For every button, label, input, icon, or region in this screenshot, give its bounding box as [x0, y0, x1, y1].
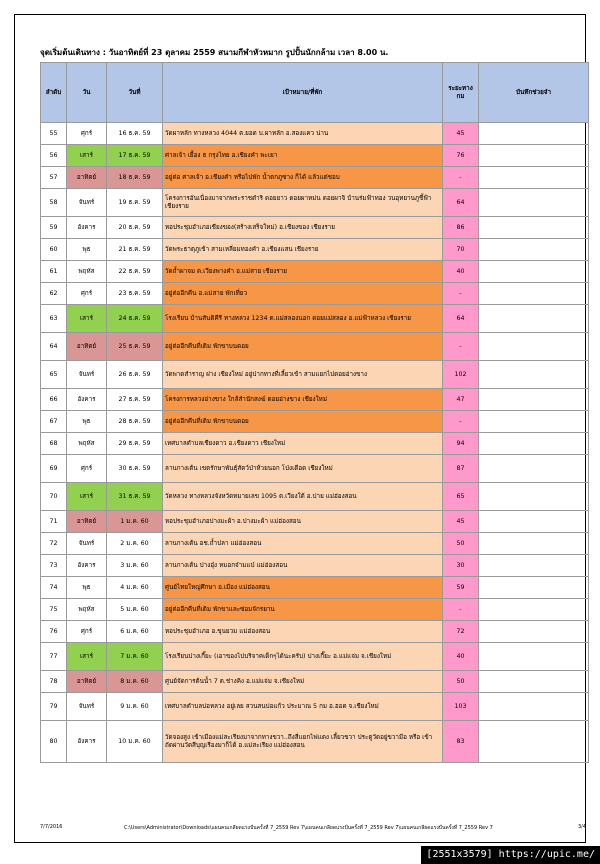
row-destination: ลานกางเต้น อช.ถ้ำปลา แม่ฮ่องสอน — [163, 533, 443, 555]
row-distance: 47 — [443, 389, 479, 411]
row-destination: อยู่ต่ออีกคืน อ.แม่สาย พักเที่ยว — [163, 283, 443, 305]
header-notes: บันทึกช่วยจำ — [479, 63, 589, 123]
row-number: 78 — [41, 671, 67, 693]
table-body — [41, 123, 589, 763]
header-date: วันที่ — [107, 63, 163, 123]
table-row — [41, 643, 589, 671]
row-date: 27 ธ.ค. 59 — [107, 389, 163, 411]
table-row — [41, 123, 589, 145]
row-date: 8 ม.ค. 60 — [107, 671, 163, 693]
row-distance: 87 — [443, 455, 479, 483]
row-day: ศุกร์ — [67, 283, 107, 305]
header-destination: เป้าหมาย/ที่พัก — [163, 63, 443, 123]
table-row — [41, 189, 589, 217]
row-notes — [479, 721, 589, 763]
row-notes — [479, 621, 589, 643]
row-date: 31 ธ.ค. 59 — [107, 483, 163, 511]
row-number: 77 — [41, 643, 67, 671]
row-day: จันทร์ — [67, 361, 107, 389]
row-destination: ลานกางเต้น ปางอุ๋ง หมอกจ๋ามแป่ แม่ฮ่องสอน — [163, 555, 443, 577]
row-number: 55 — [41, 123, 67, 145]
row-distance: 70 — [443, 239, 479, 261]
row-date: 24 ธ.ค. 59 — [107, 305, 163, 333]
table-row — [41, 577, 589, 599]
row-notes — [479, 599, 589, 621]
row-day: พฤหัส — [67, 261, 107, 283]
row-distance: 45 — [443, 511, 479, 533]
row-distance: 45 — [443, 123, 479, 145]
row-date: 4 ม.ค. 60 — [107, 577, 163, 599]
row-date: 10 ม.ค. 60 — [107, 721, 163, 763]
row-notes — [479, 239, 589, 261]
row-number: 60 — [41, 239, 67, 261]
row-destination: โรงเรียน บ้านสันติคีรี ทางหลวง 1234 ต.แม่สลองนอก ดอยแม่สลอง อ.แม่ฟ้าหลวง เชียงราย — [163, 305, 443, 333]
row-notes — [479, 455, 589, 483]
trip-start-heading: จุดเริ่มต้นเดินทาง : วันอาทิตย์ที่ 23 ตุลาคม 2559 สนามกีฬาหัวหมาก รูปปั้นนักกล้าม เวลา 8.00 น. — [40, 48, 389, 57]
table-row — [41, 533, 589, 555]
row-day: พุธ — [67, 577, 107, 599]
row-notes — [479, 145, 589, 167]
row-date: 21 ธ.ค. 59 — [107, 239, 163, 261]
row-number: 70 — [41, 483, 67, 511]
row-notes — [479, 305, 589, 333]
row-day: อังคาร — [67, 389, 107, 411]
row-day: อังคาร — [67, 721, 107, 763]
row-date: 9 ม.ค. 60 — [107, 693, 163, 721]
row-day: อาทิตย์ — [67, 671, 107, 693]
row-date: 17 ธ.ค. 59 — [107, 145, 163, 167]
row-number: 73 — [41, 555, 67, 577]
row-notes — [479, 577, 589, 599]
row-number: 56 — [41, 145, 67, 167]
row-notes — [479, 389, 589, 411]
row-day: อังคาร — [67, 555, 107, 577]
row-distance: 30 — [443, 555, 479, 577]
row-distance: 40 — [443, 643, 479, 671]
header-day: วัน — [67, 63, 107, 123]
row-date: 1 ม.ค. 60 — [107, 511, 163, 533]
row-distance: 94 — [443, 433, 479, 455]
row-destination: ศูนย์ไทยใหญ่ศึกษา อ.เมือง แม่ฮ่องสอน — [163, 577, 443, 599]
row-distance: 40 — [443, 261, 479, 283]
row-number: 74 — [41, 577, 67, 599]
row-destination: โรงเรียนปางเกี๊ยะ (เอาของไปบริจาคเด็กๆได้นะครับ) ปางเกี๊ยะ อ.แม่แจ่ม จ.เชียงใหม่ — [163, 643, 443, 671]
row-date: 7 ม.ค. 60 — [107, 643, 163, 671]
table-row — [41, 693, 589, 721]
row-date: 2 ม.ค. 60 — [107, 533, 163, 555]
row-day: ศุกร์ — [67, 123, 107, 145]
row-destination: หอประชุมอำเภอปางมะผ้า อ.ปางมะผ้า แม่ฮ่องสอน — [163, 511, 443, 533]
row-notes — [479, 217, 589, 239]
table-row — [41, 283, 589, 305]
row-number: 80 — [41, 721, 67, 763]
row-day: พฤหัส — [67, 599, 107, 621]
row-number: 71 — [41, 511, 67, 533]
row-distance: 76 — [443, 145, 479, 167]
row-number: 69 — [41, 455, 67, 483]
row-number: 61 — [41, 261, 67, 283]
row-number: 79 — [41, 693, 67, 721]
row-number: 68 — [41, 433, 67, 455]
row-number: 63 — [41, 305, 67, 333]
row-distance: - — [443, 283, 479, 305]
table-row — [41, 333, 589, 361]
row-notes — [479, 693, 589, 721]
table-row — [41, 239, 589, 261]
row-destination: วัดหลวง ทางหลวงจังหวัดหมายเลข 1095 ต.เวียงใต้ อ.ปาย แม่ฮ่องสอน — [163, 483, 443, 511]
table-row — [41, 671, 589, 693]
row-date: 3 ม.ค. 60 — [107, 555, 163, 577]
row-destination: วัดพาดสำราญ ฝาง เชียงใหม่ อยู่ปากทางที่เลี้ยวเข้า สามแยกไปดอยอ่างขาง — [163, 361, 443, 389]
row-destination: อยู่ต่อ ศาลเจ้า อ.เชียงคำ หรือไปพัก น้ำตกภูซาง ก็ได้ แล้วแต่ชอบ — [163, 167, 443, 189]
row-distance: 65 — [443, 483, 479, 511]
footer-page-number: 3/4 — [578, 824, 587, 830]
row-day: เสาร์ — [67, 145, 107, 167]
row-notes — [479, 533, 589, 555]
row-destination: ลานกางเต้น เขตรักษาพันธุ์สัตว์ป่าห้วยนอก โป่งเดือด เชียงใหม่ — [163, 455, 443, 483]
row-number: 66 — [41, 389, 67, 411]
row-distance: 64 — [443, 189, 479, 217]
row-distance: 86 — [443, 217, 479, 239]
row-notes — [479, 189, 589, 217]
table-row — [41, 455, 589, 483]
row-day: อาทิตย์ — [67, 333, 107, 361]
row-destination: หอประชุมอำเภอเชียงของ(สร้างเสร็จใหม่) อ.เชียงของ เชียงราย — [163, 217, 443, 239]
row-number: 64 — [41, 333, 67, 361]
row-destination: โครงการอันเนื่องมาจากพระราชดำริ ดอยยาว ดอยผาหม่น ดอยผาจิ บ้านร่มฟ้าทอง วนอุทยานภูชี้ฟ้า เชียงราย — [163, 189, 443, 217]
table-row — [41, 599, 589, 621]
row-number: 58 — [41, 189, 67, 217]
row-date: 25 ธ.ค. 59 — [107, 333, 163, 361]
table-row — [41, 361, 589, 389]
table-header-row — [41, 63, 589, 123]
row-distance: 72 — [443, 621, 479, 643]
row-notes — [479, 411, 589, 433]
row-day: เสาร์ — [67, 305, 107, 333]
table-row — [41, 721, 589, 763]
row-number: 59 — [41, 217, 67, 239]
image-host-watermark: [2551x3579] https://upic.me/ — [421, 846, 600, 864]
table-row — [41, 621, 589, 643]
row-destination: วัดถ้ำผาจม ต.เวียงพางคำ อ.แม่สาย เชียงราย — [163, 261, 443, 283]
row-notes — [479, 123, 589, 145]
row-date: 5 ม.ค. 60 — [107, 599, 163, 621]
row-destination: เทศบาลตำบลเชียงดาว อ.เชียงดาว เชียงใหม่ — [163, 433, 443, 455]
row-number: 65 — [41, 361, 67, 389]
row-destination: โครงการหลวงอ่างขาง ใกล้สำนักสงฆ์ ดอยอ่างขาง เชียงใหม่ — [163, 389, 443, 411]
row-distance: - — [443, 599, 479, 621]
row-destination: ศาลเจ้า เยื้อง ธ กรุงไทย อ.เชียงคำ พะเยา — [163, 145, 443, 167]
table-row — [41, 411, 589, 433]
row-destination: วัดจองสูง เข้าเมืองแม่สะเรียงมาจากทางขวา..ถึงสี่แยกไฟแดง เลี้ยวขวา ประตูวัดอยู่ขวามือ หรือ เข้าถัดผ่านวัดสีบุญเรืองมาก็ได้ อ.แม่สะเรียง แม่ฮ่องสอน — [163, 721, 443, 763]
table-row — [41, 217, 589, 239]
row-distance: 83 — [443, 721, 479, 763]
row-day: จันทร์ — [67, 693, 107, 721]
table-row — [41, 145, 589, 167]
row-date: 18 ธ.ค. 59 — [107, 167, 163, 189]
row-number: 76 — [41, 621, 67, 643]
row-distance: 64 — [443, 305, 479, 333]
row-notes — [479, 167, 589, 189]
row-distance: 50 — [443, 533, 479, 555]
row-notes — [479, 261, 589, 283]
row-distance: 50 — [443, 671, 479, 693]
row-day: อังคาร — [67, 217, 107, 239]
row-date: 29 ธ.ค. 59 — [107, 433, 163, 455]
row-day: จันทร์ — [67, 189, 107, 217]
row-distance: - — [443, 167, 479, 189]
row-day: เสาร์ — [67, 643, 107, 671]
table-row — [41, 555, 589, 577]
row-date: 22 ธ.ค. 59 — [107, 261, 163, 283]
header-distance: ระยะทาง กม — [443, 63, 479, 123]
row-notes — [479, 671, 589, 693]
row-notes — [479, 483, 589, 511]
row-destination: ศูนย์จัดการต้นน้ำ 7 ต.ช่างคิง อ.แม่แจ่ม จ.เชียงใหม่ — [163, 671, 443, 693]
row-notes — [479, 283, 589, 305]
row-distance: - — [443, 411, 479, 433]
table-row — [41, 305, 589, 333]
row-destination: วัดพระธาตุภูเข้า สามเหลี่ยมทองคำ อ.เชียงแสน เชียงราย — [163, 239, 443, 261]
row-destination: อยู่ต่ออีกคืนที่เดิม พักขาบนดอย — [163, 411, 443, 433]
row-distance: - — [443, 333, 479, 361]
row-distance: 59 — [443, 577, 479, 599]
table-row — [41, 511, 589, 533]
header-no: ลำดับ — [41, 63, 67, 123]
row-number: 57 — [41, 167, 67, 189]
row-date: 6 ม.ค. 60 — [107, 621, 163, 643]
row-number: 72 — [41, 533, 67, 555]
row-date: 23 ธ.ค. 59 — [107, 283, 163, 305]
row-number: 67 — [41, 411, 67, 433]
footer-date: 7/7/2016 — [40, 824, 63, 830]
row-destination: เทศบาลตำบลบ่อหลวง อยู่เลย สวนสนบ่อแก้ว ประมาณ 5 กม อ.ฮอด จ.เชียงใหม่ — [163, 693, 443, 721]
table-row — [41, 261, 589, 283]
row-date: 28 ธ.ค. 59 — [107, 411, 163, 433]
row-destination: อยู่ต่ออีกคืนที่เดิม พักขาและซ่อมจักรยาน — [163, 599, 443, 621]
table-row — [41, 167, 589, 189]
row-distance: 102 — [443, 361, 479, 389]
row-destination: หอประชุมอำเภอ อ.ขุนยวม แม่ฮ่องสอน — [163, 621, 443, 643]
row-date: 26 ธ.ค. 59 — [107, 361, 163, 389]
row-destination: อยู่ต่ออีกคืนที่เดิม พักขาบนดอย — [163, 333, 443, 361]
row-notes — [479, 511, 589, 533]
row-notes — [479, 361, 589, 389]
row-date: 20 ธ.ค. 59 — [107, 217, 163, 239]
row-date: 16 ธ.ค. 59 — [107, 123, 163, 145]
row-distance: 103 — [443, 693, 479, 721]
row-notes — [479, 643, 589, 671]
row-day: พุธ — [67, 239, 107, 261]
itinerary-table — [40, 62, 589, 763]
row-day: ศุกร์ — [67, 621, 107, 643]
row-date: 19 ธ.ค. 59 — [107, 189, 163, 217]
row-notes — [479, 333, 589, 361]
row-day: อาทิตย์ — [67, 511, 107, 533]
table-row — [41, 483, 589, 511]
row-destination: วัดผาหลัก ทางหลวง 4044 ต.ยอด บ.ผาหลัก อ.สองแคว น่าน — [163, 123, 443, 145]
row-day: อาทิตย์ — [67, 167, 107, 189]
table-row — [41, 389, 589, 411]
row-day: ศุกร์ — [67, 455, 107, 483]
row-day: พุธ — [67, 411, 107, 433]
footer-path: C:\Users\Administrator\Downloads\แผนคนเกลียดแรงปั่นครั้งที่ 7_2559 Rev 7\แผนคนเกลียดแรงปั่นครั้งที่ 7_2559 Rev 7\แผนคนเกลียดแรงปั่นครั้งที่ 7_2559 Rev 7 — [124, 825, 493, 831]
row-notes — [479, 433, 589, 455]
table-row — [41, 433, 589, 455]
row-number: 62 — [41, 283, 67, 305]
row-notes — [479, 555, 589, 577]
row-number: 75 — [41, 599, 67, 621]
row-day: พฤหัส — [67, 433, 107, 455]
row-date: 30 ธ.ค. 59 — [107, 455, 163, 483]
row-day: จันทร์ — [67, 533, 107, 555]
row-day: เสาร์ — [67, 483, 107, 511]
